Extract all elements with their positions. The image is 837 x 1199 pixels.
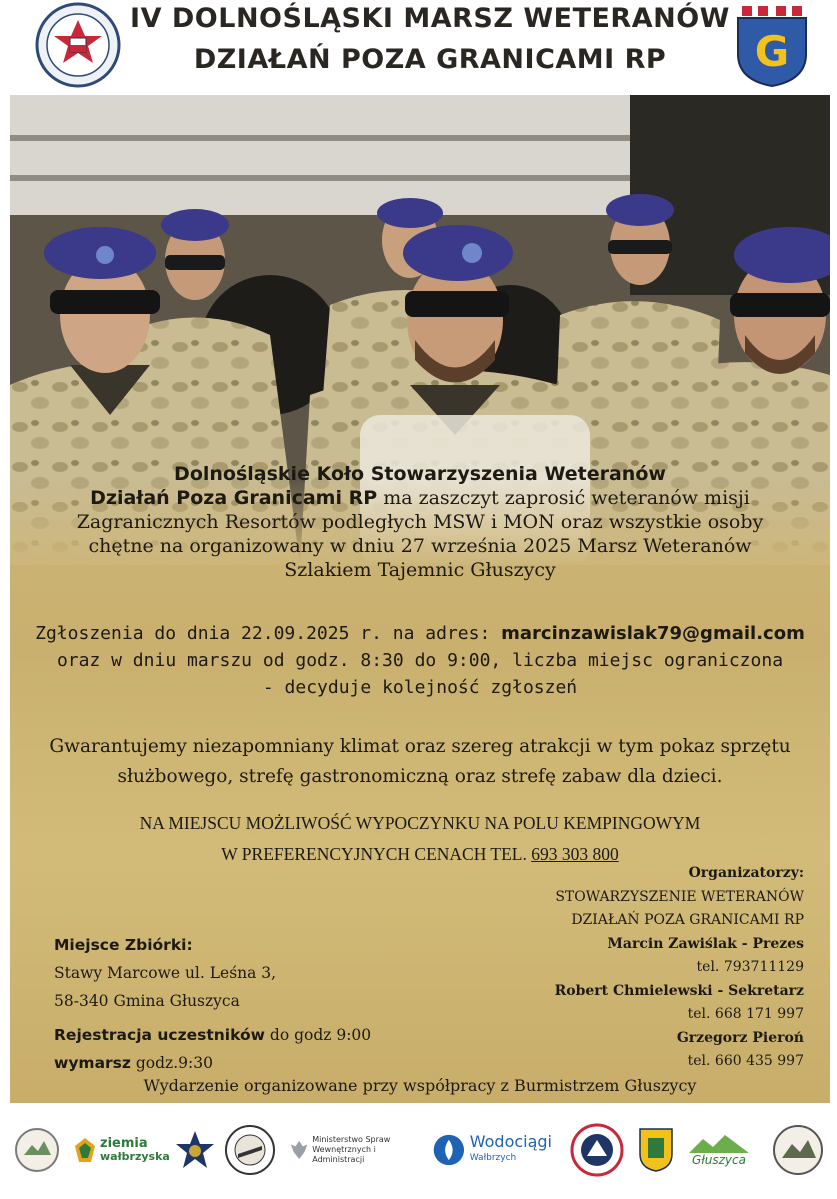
registration-time: do godz 9:00 [264, 1026, 372, 1044]
registration-line-1: Zgłoszenia do dnia 22.09.2025 r. na adres: [35, 623, 502, 644]
shooting-association-emblem-icon [222, 1115, 278, 1185]
camping-line-2: W PREFERENCYJNYCH CENACH TEL. [221, 844, 532, 864]
invitation-bold-line-1: Dolnośląskie Koło Stowarzyszenia Weteranów [174, 463, 666, 485]
organizers-org-line-2: DZIAŁAŃ POZA GRANICAMI RP [571, 912, 804, 928]
invitation-line-3: Zagranicznych Resortów podległych MSW i MON oraz wszystkie osoby [76, 511, 764, 533]
poster-title-line-2: DZIAŁAŃ POZA GRANICAMI RP [193, 44, 667, 75]
wodociagi-logo [432, 1115, 552, 1185]
guarantee-line-1: Gwarantujemy niezapomniany klimat oraz szereg atrakcji w tym pokaz sprzętu [49, 736, 791, 757]
march-time: godz.9:30 [130, 1054, 213, 1072]
registration-line-2: oraz w dniu marszu od godz. 8:30 do 9:00, liczba miejsc ograniczona [56, 650, 784, 671]
footer-note: Wydarzenie organizowane przy współpracy z Burmistrzem Głuszycy [143, 1076, 697, 1095]
sponsor-emblem-1-icon [12, 1115, 62, 1185]
sponsor-logos-strip [0, 1103, 837, 1199]
organizer-2-name: Robert Chmielewski - Sekretarz [554, 982, 804, 999]
guarantee-text [10, 732, 830, 792]
organizer-1-name: Marcin Zawiślak - Prezes [607, 935, 804, 952]
ziemia-walbrzyska-icon [74, 1137, 96, 1163]
registration-text [10, 620, 830, 701]
invitation-line-5: Szlakiem Tajemnic Głuszycy [284, 559, 556, 581]
gluszyca-logo [684, 1115, 754, 1185]
invitation-text [10, 462, 830, 582]
organizers-block [444, 862, 804, 1074]
coat-of-arms-letter: G [754, 27, 790, 76]
police-star-icon [174, 1115, 216, 1185]
gluszyca-coat-of-arms-icon [736, 4, 808, 88]
guarantee-line-2: służbowego, strefę gastronomiczną oraz strefę zabaw dla dzieci. [117, 766, 723, 787]
poster-title-line-1: IV DOLNOŚLĄSKI MARSZ WETERANÓW [130, 3, 730, 34]
registration-line-3: - decyduje kolejność zgłoszeń [262, 677, 578, 698]
invitation-bold-line-2: Działań Poza Granicami RP [90, 487, 378, 509]
walbrzych-text: Wałbrzych [469, 1153, 517, 1163]
gluszyca-text: Głuszyca [692, 1153, 746, 1167]
wodociagi-text: Wodociągi [469, 1132, 552, 1151]
poster-header [0, 0, 837, 95]
mountains-icon [689, 1133, 749, 1153]
club-emblem-icon [568, 1115, 626, 1185]
tourist-emblem-icon [770, 1115, 826, 1185]
organizers-heading: Organizatorzy: [688, 865, 804, 881]
ministry-line-2: Wewnętrznych i Administracji [312, 1145, 376, 1164]
registration-email: marcinzawislak79@gmail.com [501, 623, 805, 644]
ziemia-walbrzyska-logo [74, 1115, 170, 1185]
organizer-1-phone: tel. 793711129 [696, 959, 804, 975]
organizer-2-phone: tel. 668 171 997 [687, 1006, 804, 1022]
ministry-logo [290, 1115, 420, 1185]
meeting-address-2: 58-340 Gmina Głuszyca [54, 992, 240, 1010]
organizers-org-line-1: STOWARZYSZENIE WETERANÓW [555, 888, 804, 905]
march-label: wymarsz [54, 1054, 131, 1072]
organizer-3-phone: tel. 660 435 997 [687, 1053, 804, 1069]
organizer-3-name: Grzegorz Pieroń [676, 1029, 804, 1046]
meeting-heading: Miejsce Zbiórki: [54, 936, 193, 954]
invitation-line-2-rest: ma zaszczyt zaprosić weteranów misji [377, 487, 750, 509]
camping-phone: 693 303 800 [531, 844, 619, 864]
meeting-block [54, 931, 454, 1077]
ziemia-text: ziemia [100, 1136, 148, 1151]
registration-label: Rejestracja uczestników [54, 1026, 265, 1044]
camping-text [10, 808, 830, 870]
meeting-address-1: Stawy Marcowe ul. Leśna 3, [54, 964, 277, 982]
veterans-association-emblem-icon [30, 2, 126, 88]
lower-silesia-shield-icon [636, 1115, 676, 1185]
ministry-line-1: Ministerstwo Spraw [312, 1135, 391, 1144]
eagle-icon [290, 1138, 308, 1162]
camping-line-1: NA MIEJSCU MOŻLIWOŚĆ WYPOCZYNKU NA POLU KEMPINGOWYM [139, 813, 701, 833]
water-drop-icon [432, 1130, 466, 1170]
walbrzyska-text: wałbrzyska [100, 1150, 170, 1163]
invitation-line-4: chętne na organizowany w dniu 27 września 2025 Marsz Weteranów [88, 535, 752, 557]
